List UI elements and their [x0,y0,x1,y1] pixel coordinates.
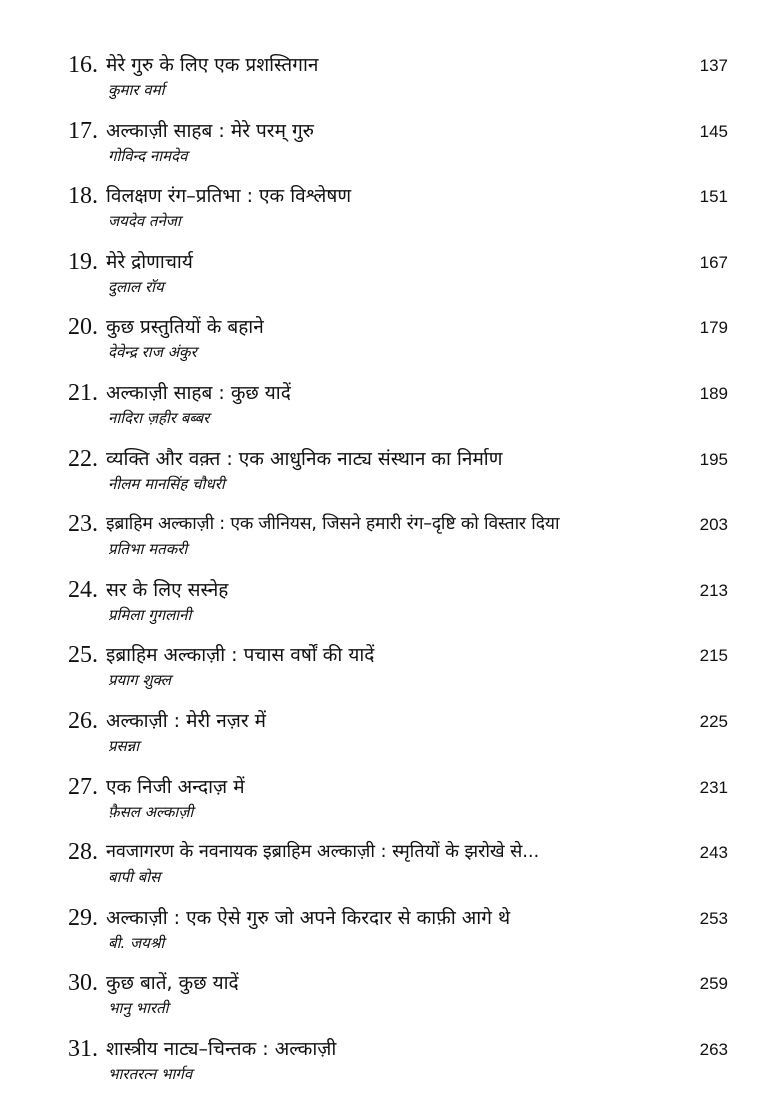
entry-author: प्रमिला गुगलानी [108,605,192,624]
entry-author: फ़ैसल अल्काज़ी [108,802,194,821]
entry-number: 24. [68,576,98,603]
entry-title: अल्काज़ी : एक ऐसे गुरु जो अपने किरदार से काफ़ी आगे थे [106,906,511,929]
entry-author: प्रयाग शुक्ल [108,671,171,690]
entry-title: अल्काज़ी साहब : कुछ यादें [106,381,291,404]
entry-number: 18. [68,183,98,210]
entry-author: जयदेव तनेजा [108,212,181,231]
toc-entry-16 [68,50,728,116]
toc-entry-31 [68,1034,728,1100]
entry-number: 30. [68,970,98,997]
toc-entry-20 [68,312,728,378]
entry-page-number: 215 [699,646,728,666]
entry-number: 17. [68,117,98,144]
entry-page-number: 151 [699,187,728,207]
entry-page-number: 145 [699,121,728,141]
entry-title: कुछ प्रस्तुतियों के बहाने [106,316,264,339]
entry-title: मेरे गुरु के लिए एक प्रशस्तिगान [106,54,319,76]
entry-author: भारतरत्न भार्गव [108,1064,193,1083]
entry-number: 16. [68,52,98,78]
entry-page-number: 179 [699,318,728,338]
entry-author: कुमार वर्मा [108,81,165,99]
entry-number: 29. [68,904,98,931]
toc-entry-24 [68,575,728,641]
entry-page-number: 167 [699,252,728,272]
entry-number: 20. [68,314,98,341]
entry-title: विलक्षण रंग–प्रतिभा : एक विश्लेषण [106,185,352,208]
entry-number: 26. [68,707,98,734]
entry-page-number: 213 [699,580,728,600]
toc-entry-25 [68,640,728,706]
entry-title: नवजागरण के नवनायक इब्राहिम अल्काज़ी : स्मृतियों के झरोखे से... [106,841,540,863]
entry-number: 21. [68,379,98,406]
entry-title: इब्राहिम अल्काज़ी : एक जीनियस, जिसने हमारी रंग–दृष्टि को विस्तार दिया [106,514,560,535]
entry-page-number: 253 [699,908,728,928]
entry-title: अल्काज़ी : मेरी नज़र में [106,709,267,732]
entry-number: 19. [68,248,98,275]
entry-number: 28. [68,839,98,866]
entry-page-number: 243 [699,843,728,863]
entry-author: नादिरा ज़हीर बब्बर [108,408,210,427]
entry-author: बी. जयश्री [108,933,165,952]
toc-entry-28 [68,837,728,903]
entry-title: शास्त्रीय नाट्य–चिन्तक : अल्काज़ी [106,1037,337,1060]
entry-author: गोविन्द नामदेव [108,146,188,165]
table-of-contents [68,50,728,1100]
entry-number: 25. [68,642,98,669]
entry-page-number: 231 [699,777,728,797]
entry-page-number: 225 [699,711,728,731]
entry-page-number: 189 [699,383,728,403]
entry-author: दुलाल रॉय [108,277,164,296]
entry-page-number: 259 [699,974,728,994]
entry-number: 23. [68,511,98,538]
toc-entry-23 [68,509,728,575]
entry-title: व्यक्ति और वक़्त : एक आधुनिक नाट्य संस्थान का निर्माण [106,447,503,470]
toc-entry-17 [68,116,728,182]
entry-author: बापी बोस [108,868,161,887]
toc-entry-18 [68,181,728,247]
entry-title: इब्राहिम अल्काज़ी : पचास वर्षों की यादें [106,644,375,667]
toc-entry-30 [68,968,728,1034]
toc-entry-19 [68,247,728,313]
toc-entry-29 [68,903,728,969]
entry-author: भानु भारती [108,999,169,1018]
entry-page-number: 263 [699,1039,728,1059]
toc-entry-21 [68,378,728,444]
entry-title: सर के लिए सस्नेह [106,578,229,601]
entry-title: कुछ बातें, कुछ यादें [106,972,239,995]
entry-page-number: 137 [699,56,728,75]
entry-number: 27. [68,773,98,800]
toc-entry-27 [68,772,728,838]
entry-author: प्रतिभा मतकरी [108,540,188,559]
entry-title: एक निजी अन्दाज़ में [106,775,245,798]
entry-number: 31. [68,1035,98,1062]
entry-author: प्रसन्ना [108,736,140,755]
entry-author: देवेन्द्र राज अंकुर [108,343,197,362]
toc-entry-22 [68,444,728,510]
entry-number: 22. [68,445,98,472]
toc-entry-26 [68,706,728,772]
entry-title: मेरे द्रोणाचार्य [106,250,193,273]
entry-page-number: 203 [699,515,728,535]
entry-page-number: 195 [699,449,728,469]
entry-author: नीलम मानसिंह चौधरी [108,474,225,493]
entry-title: अल्काज़ी साहब : मेरे परम् गुरु [106,119,315,142]
